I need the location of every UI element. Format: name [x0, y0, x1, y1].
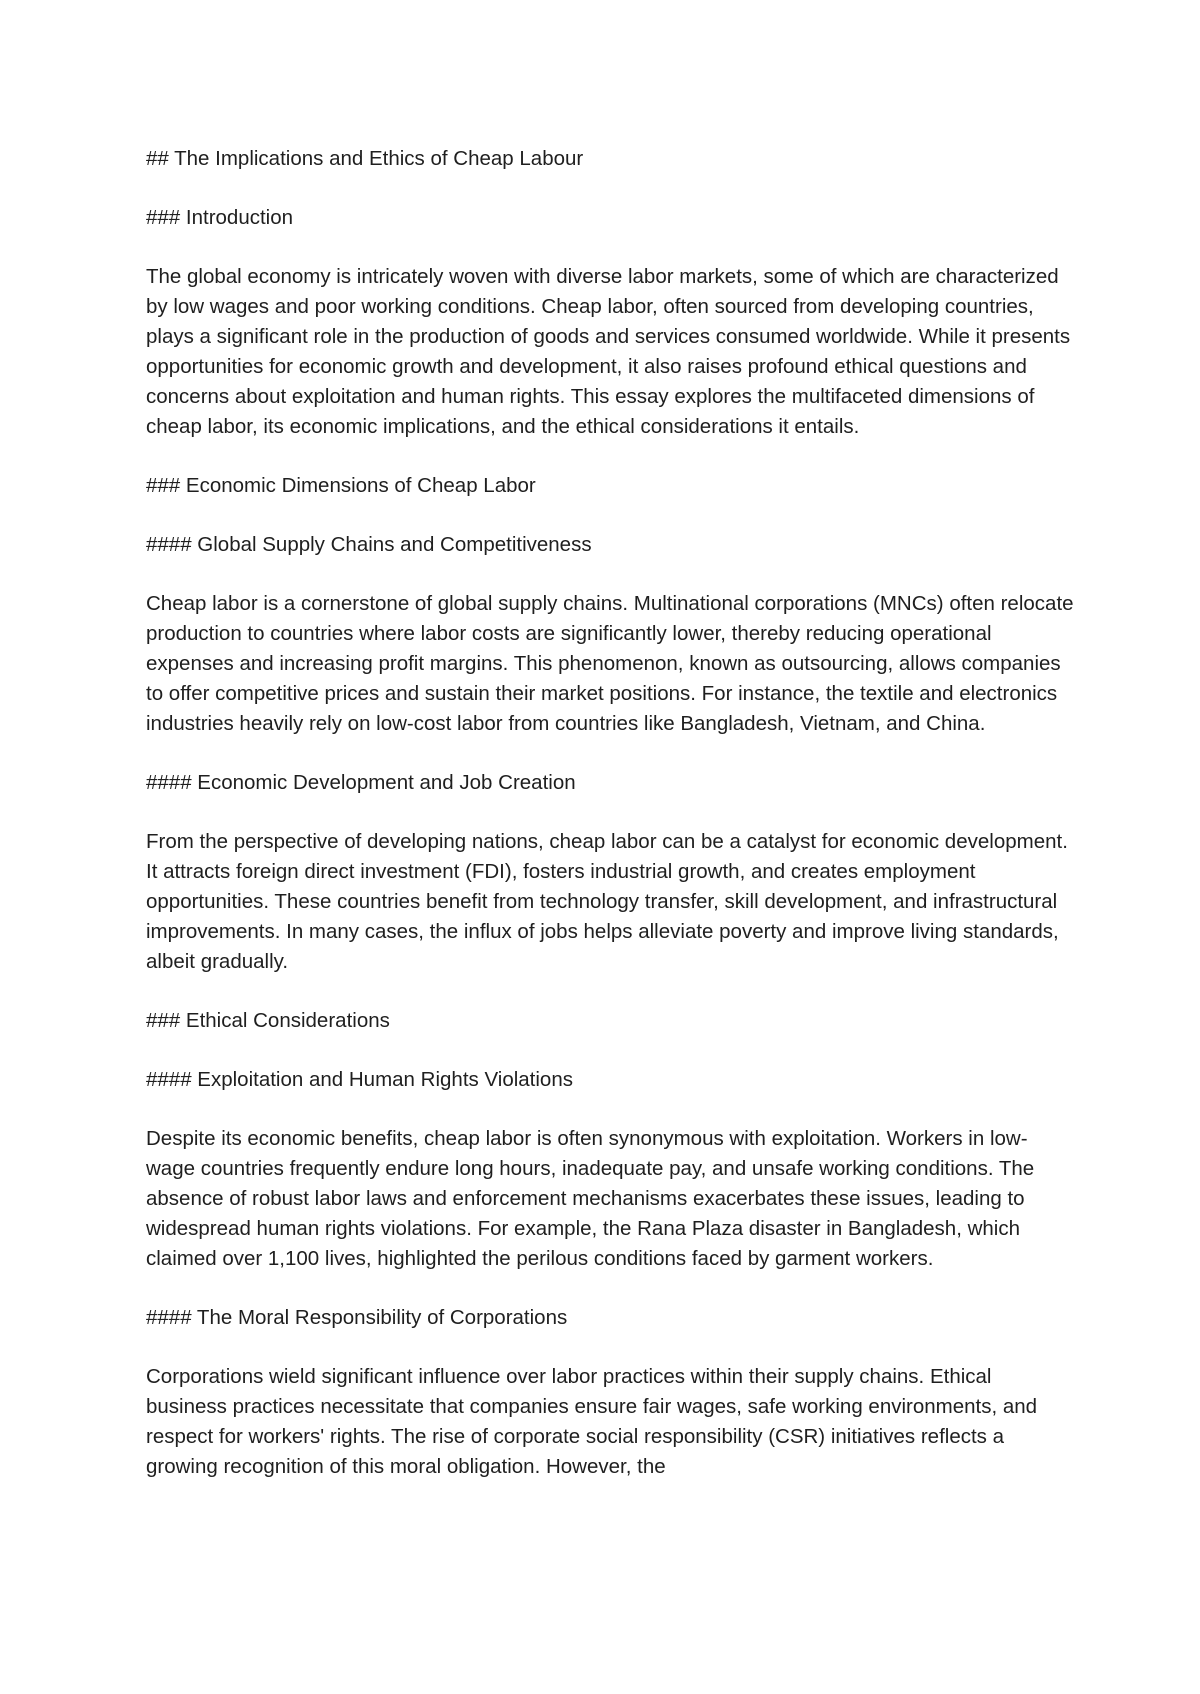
- subsection-heading-job-creation: #### Economic Development and Job Creation: [146, 771, 576, 794]
- paragraph-exploitation: Despite its economic benefits, cheap labor is often synonymous with exploitation. Workers in low-wage countries frequently endure long hours, inadequate pay, and unsafe working conditions. The absence of robust labor laws and enforcement mechanisms exacerbates these issues, leading to widespread human rights violations. For example, the Rana Plaza disaster in Bangladesh, which claimed over 1,100 lives, highlighted the perilous conditions faced by garment workers.: [146, 1127, 1035, 1270]
- paragraph-supply-chains: Cheap labor is a cornerstone of global supply chains. Multinational corporations (MNCs) often relocate production to countries where labor costs are significantly lower, thereby reducing operational expenses and increasing profit margins. This phenomenon, known as outsourcing, allows companies to offer competitive prices and sustain their market positions. For instance, the textile and electronics industries heavily rely on low-cost labor from countries like Bangladesh, Vietnam, and China.: [146, 592, 1074, 735]
- paragraph-introduction: The global economy is intricately woven with diverse labor markets, some of which are characterized by low wages and poor working conditions. Cheap labor, often sourced from developing countries, plays a significant role in the production of goods and services consumed worldwide. While it presents opportunities for economic growth and development, it also raises profound ethical questions and concerns about exploitation and human rights. This essay explores the multifaceted dimensions of cheap labor, its economic implications, and the ethical considerations it entails.: [146, 265, 1071, 438]
- paragraph-moral-responsibility: Corporations wield significant influence over labor practices within their supply chains. Ethical business practices necessitate that companies ensure fair wages, safe working environments, and respect for workers' rights. The rise of corporate social responsibility (CSR) initiatives reflects a growing recognition of this moral obligation. However, the: [146, 1365, 1038, 1478]
- section-heading-introduction: ### Introduction: [146, 206, 294, 229]
- section-heading-economic-dimensions: ### Economic Dimensions of Cheap Labor: [146, 474, 536, 497]
- section-heading-ethical-considerations: ### Ethical Considerations: [146, 1009, 390, 1032]
- document-body: [146, 144, 1076, 1511]
- paragraph-job-creation: From the perspective of developing nations, cheap labor can be a catalyst for economic development. It attracts foreign direct investment (FDI), fosters industrial growth, and creates employment opportunities. These countries benefit from technology transfer, skill development, and infrastructural improvements. In many cases, the influx of jobs helps alleviate poverty and improve living standards, albeit gradually.: [146, 830, 1068, 973]
- subsection-heading-supply-chains: #### Global Supply Chains and Competitiveness: [146, 533, 592, 556]
- document-title: ## The Implications and Ethics of Cheap Labour: [146, 147, 584, 170]
- subsection-heading-exploitation: #### Exploitation and Human Rights Violations: [146, 1068, 573, 1091]
- subsection-heading-moral-responsibility: #### The Moral Responsibility of Corporations: [146, 1306, 568, 1329]
